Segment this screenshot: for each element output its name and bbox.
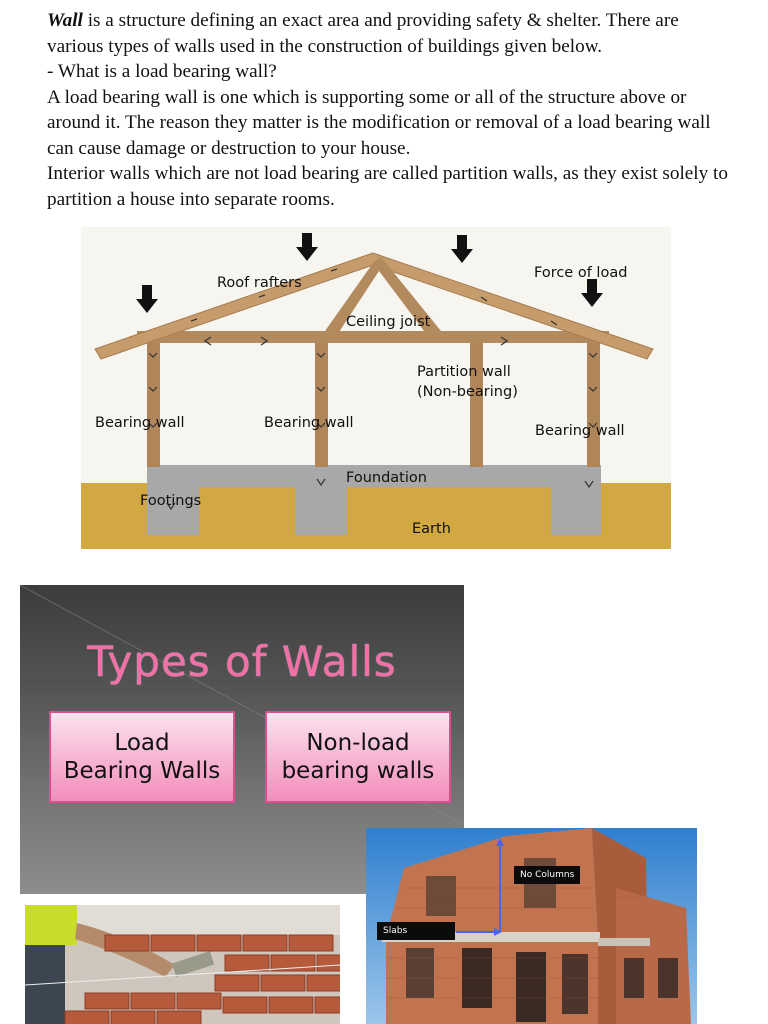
intro-paragraph-1: [47, 8, 737, 59]
label-non-bearing: (Non-bearing): [417, 384, 518, 400]
footing-right: [551, 485, 601, 535]
label-footings: Footings: [140, 493, 202, 509]
label-foundation: Foundation: [346, 470, 427, 486]
partition-wall-post: [470, 337, 483, 467]
label-bearing-wall-right: Bearing wall: [535, 423, 625, 439]
label-ceiling-joist: Ceiling joist: [346, 314, 431, 330]
load-bearing-diagram: [81, 227, 671, 549]
load-bearing-walls-label: Load Bearing Walls: [63, 730, 221, 784]
intro-question: - What is a load bearing wall?: [47, 61, 277, 82]
label-bearing-wall-middle: Bearing wall: [264, 415, 354, 431]
bricklaying-photo-art: [25, 905, 340, 1024]
wall-term: Wall: [47, 10, 83, 31]
intro-paragraph-2: A load bearing wall is one which is supporting some or all of the structure above or around it. The reason they matter is the modification or removal of a load bearing wall can cause damage or destruction to your house.: [47, 86, 711, 159]
non-load-bearing-walls-label: Non-load bearing walls: [281, 730, 435, 784]
bricklaying-photo: [25, 905, 340, 1024]
load-bearing-walls-box: [49, 711, 235, 803]
slide-title: Types of Walls: [87, 637, 397, 686]
no-columns-tag: No Columns: [514, 866, 580, 884]
label-partition-wall: Partition wall: [417, 364, 511, 380]
non-load-bearing-walls-box: [265, 711, 451, 803]
slabs-tag: Slabs: [377, 922, 455, 940]
brick-house-photo: [366, 828, 697, 1024]
label-bearing-wall-left: Bearing wall: [95, 415, 185, 431]
label-roof-rafters: Roof rafters: [217, 275, 302, 291]
label-earth: Earth: [412, 521, 451, 537]
intro-text: [47, 8, 737, 212]
footing-middle: [295, 485, 347, 535]
intro-paragraph-1-text: is a structure defining an exact area and providing safety & shelter. There are various types of walls used in the construction of buildings given below.: [47, 10, 679, 57]
ceiling-joist-beam: [137, 331, 609, 343]
load-bearing-diagram-svg: [81, 227, 671, 549]
label-force-of-load: Force of load: [534, 265, 628, 281]
intro-paragraph-3: Interior walls which are not load bearing are called partition walls, as they exist solely to partition a house into separate rooms.: [47, 163, 728, 210]
